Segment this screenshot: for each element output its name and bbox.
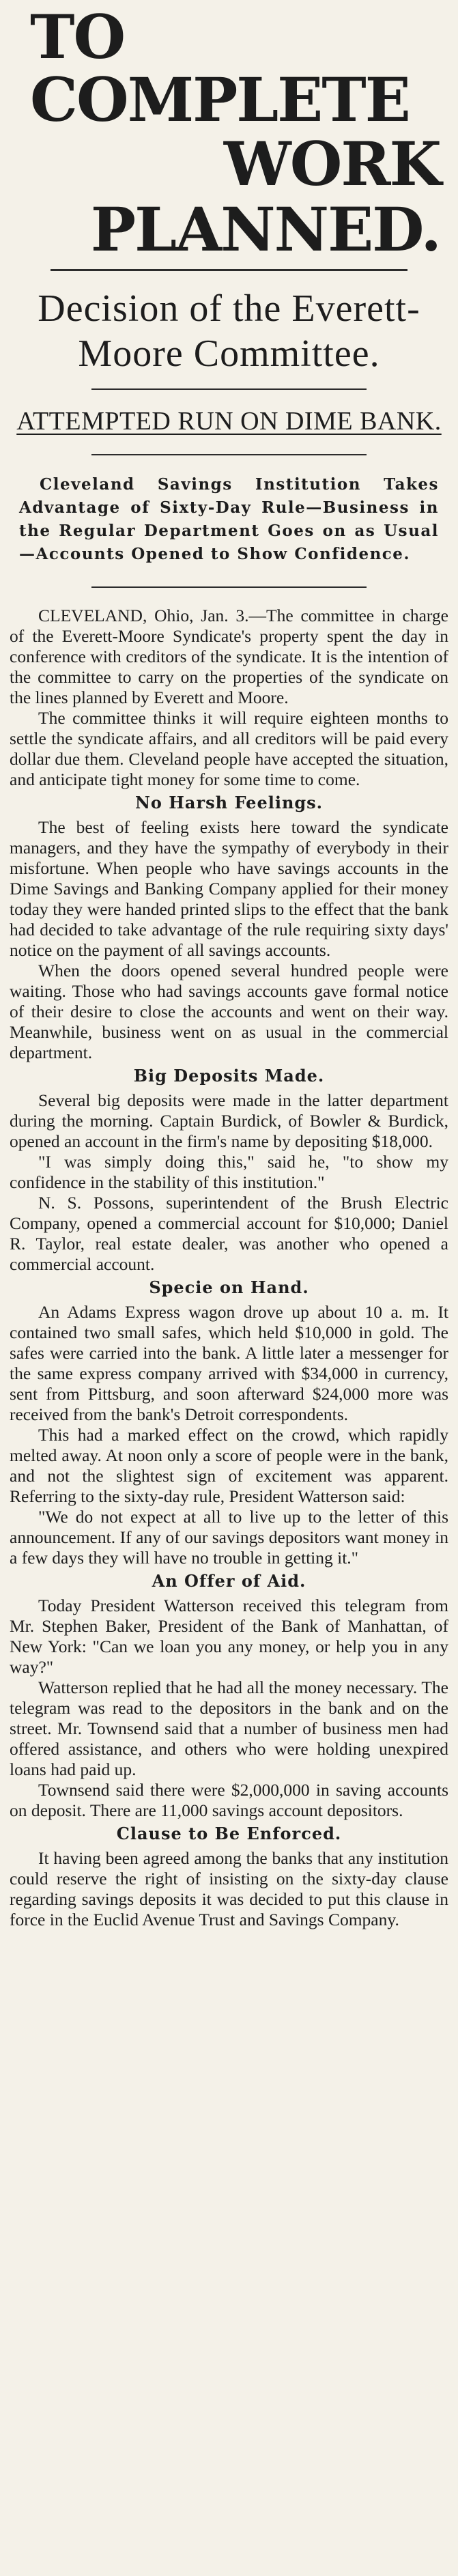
deck-line-2: Moore Committee. (78, 332, 380, 375)
section-heading: Specie on Hand. (149, 1277, 309, 1297)
divider (91, 586, 367, 588)
paragraph: "I was simply doing this," said he, "to show my confidence in the stability of this institution." (10, 1152, 448, 1192)
paragraph: Watterson replied that he had all the money necessary. The telegram was read to the depositors in the bank and on the street. Mr. Townsend said that a number of business men had offered assistance, and others who were holding unexpired loans had paid up. (10, 1678, 448, 1779)
paragraph: This had a marked effect on the crowd, which rapidly melted away. At noon only a score of people were in the bank, and not the slightest sign of excitement was apparent. Referring to the sixty-day rule, President Watterson said: (10, 1425, 448, 1506)
paragraph: It having been agreed among the banks that any institution could reserve the right of insisting on the sixty-day clause regarding savings deposits it was decided to put this clause in force in the Euclid Avenue Trust and Savings Company. (10, 1848, 448, 1929)
divider (91, 388, 367, 390)
paragraph: CLEVELAND, Ohio, Jan. 3.—The committee in charge of the Everett-Moore Syndicate's property spent the day in conference with creditors of the syndicate. It is the intention of the committee to carry on the properties of the syndicate on the lines planned by Everett and Moore. (10, 606, 448, 707)
paragraph: Today President Watterson received this telegram from Mr. Stephen Baker, President of the Bank of Manhattan, of New York: "Can we loan you any money, or help you in any way?" (10, 1596, 448, 1677)
divider (91, 454, 367, 455)
paragraph: The best of feeling exists here toward the syndicate managers, and they have the sympathy of everybody in their misfortune. When people who have savings accounts in the Dime Savings and Banking Company applied for their money today they were handed printed slips to the effect that the bank had decided to take advantage of the rule requiring sixty days' notice on the payment of all savings accounts. (10, 817, 448, 960)
paragraph: "We do not expect at all to live up to the letter of this announcement. If any of our savings depositors want money in a few days they will have no trouble in getting it." (10, 1507, 448, 1568)
paragraph: N. S. Possons, superintendent of the Brush Electric Company, opened a commercial account for $10,000; Daniel R. Taylor, real estate dealer, was another who opened a commercial account. (10, 1193, 448, 1274)
paragraph: An Adams Express wagon drove up about 10 a. m. It contained two small safes, which held $10,000 in gold. The safes were carried into the bank. A little later a messenger for the same express company arrived with $34,000 in currency, sent from Pittsburg, and soon afterward $24,000 more was received from the bank's Detroit correspondents. (10, 1302, 448, 1424)
summary-paragraph: Cleveland Savings Institution Takes Advantage of Sixty-Day Rule—Business in the Regular Department Goes on as Usual—Accounts Opened to Show Confidence. (19, 475, 439, 563)
section-heading: An Offer of Aid. (152, 1571, 306, 1591)
section-heading: Big Deposits Made. (133, 1066, 325, 1086)
deck-line-1: Decision of the Everett- (38, 287, 420, 330)
divider (51, 269, 407, 271)
paragraph: Several big deposits were made in the latter department during the morning. Captain Burdick, of Bowler & Burdick, opened an account in the firm's name by depositing $18,000. (10, 1090, 448, 1151)
section-heading: Clause to Be Enforced. (116, 1824, 342, 1843)
paragraph: The committee thinks it will require eighteen months to settle the syndicate affairs, and all creditors will be paid every dollar due them. Cleveland people have accepted the situation, and anticipate tight money for some time to come. (10, 708, 448, 789)
headline-line-1: TO COMPLETE (30, 1, 410, 135)
paragraph: Townsend said there were $2,000,000 in saving accounts on deposit. There are 11,000 savings account depositors. (10, 1780, 448, 1820)
subheadline: ATTEMPTED RUN ON DIME BANK. (16, 407, 442, 436)
headline-line-2: WORK PLANNED. (90, 128, 440, 265)
section-heading: No Harsh Feelings. (134, 793, 324, 812)
deck-headline (10, 286, 448, 376)
article-body (10, 606, 448, 1930)
paragraph: When the doors opened several hundred people were waiting. Those who had savings accounts gave formal notice of their desire to close the accounts and went on their way. Meanwhile, business went on as usual in the commercial department. (10, 961, 448, 1062)
